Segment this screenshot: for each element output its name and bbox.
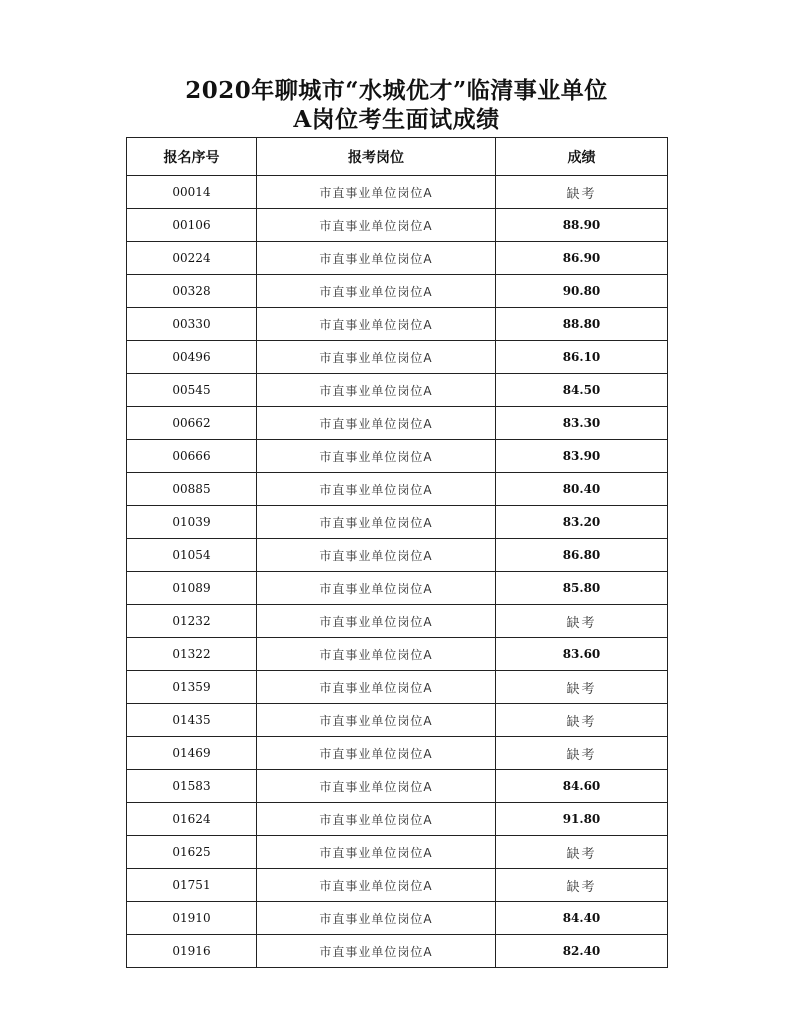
table-row bbox=[127, 836, 668, 869]
applied-position-cell: 市直事业单位岗位A bbox=[257, 770, 496, 803]
applied-position-cell: 市直事业单位岗位A bbox=[257, 737, 496, 770]
applied-position-cell: 市直事业单位岗位A bbox=[257, 407, 496, 440]
document-title-line2: A岗位考生面试成绩 bbox=[293, 106, 500, 133]
applied-position-cell: 市直事业单位岗位A bbox=[257, 935, 496, 968]
applied-position-cell: 市直事业单位岗位A bbox=[257, 539, 496, 572]
registration-number-cell: 00885 bbox=[127, 473, 257, 506]
registration-number-cell: 00224 bbox=[127, 242, 257, 275]
table-row bbox=[127, 638, 668, 671]
score-cell: 86.80 bbox=[496, 539, 668, 572]
score-cell: 缺考 bbox=[496, 176, 668, 209]
header-score: 成绩 bbox=[496, 138, 668, 176]
score-cell: 91.80 bbox=[496, 803, 668, 836]
table-row bbox=[127, 473, 668, 506]
applied-position-cell: 市直事业单位岗位A bbox=[257, 308, 496, 341]
score-cell: 83.60 bbox=[496, 638, 668, 671]
registration-number-cell: 01054 bbox=[127, 539, 257, 572]
table-header-row bbox=[127, 138, 668, 176]
applied-position-cell: 市直事业单位岗位A bbox=[257, 902, 496, 935]
score-cell: 缺考 bbox=[496, 836, 668, 869]
score-cell: 84.50 bbox=[496, 374, 668, 407]
applied-position-cell: 市直事业单位岗位A bbox=[257, 242, 496, 275]
table-row bbox=[127, 242, 668, 275]
registration-number-cell: 01624 bbox=[127, 803, 257, 836]
header-registration-number: 报名序号 bbox=[127, 138, 257, 176]
applied-position-cell: 市直事业单位岗位A bbox=[257, 506, 496, 539]
header-applied-position: 报考岗位 bbox=[257, 138, 496, 176]
score-cell: 缺考 bbox=[496, 869, 668, 902]
table-row bbox=[127, 605, 668, 638]
table-row bbox=[127, 176, 668, 209]
applied-position-cell: 市直事业单位岗位A bbox=[257, 671, 496, 704]
table-row bbox=[127, 440, 668, 473]
registration-number-cell: 01916 bbox=[127, 935, 257, 968]
table-row bbox=[127, 341, 668, 374]
table-row bbox=[127, 407, 668, 440]
registration-number-cell: 01435 bbox=[127, 704, 257, 737]
table-row bbox=[127, 935, 668, 968]
score-cell: 83.30 bbox=[496, 407, 668, 440]
registration-number-cell: 00014 bbox=[127, 176, 257, 209]
registration-number-cell: 01751 bbox=[127, 869, 257, 902]
score-cell: 80.40 bbox=[496, 473, 668, 506]
score-table bbox=[126, 137, 668, 968]
table-body bbox=[127, 176, 668, 968]
applied-position-cell: 市直事业单位岗位A bbox=[257, 374, 496, 407]
registration-number-cell: 01232 bbox=[127, 605, 257, 638]
registration-number-cell: 01910 bbox=[127, 902, 257, 935]
registration-number-cell: 01359 bbox=[127, 671, 257, 704]
registration-number-cell: 01583 bbox=[127, 770, 257, 803]
registration-number-cell: 01469 bbox=[127, 737, 257, 770]
registration-number-cell: 01089 bbox=[127, 572, 257, 605]
table-row bbox=[127, 671, 668, 704]
score-cell: 90.80 bbox=[496, 275, 668, 308]
table-row bbox=[127, 308, 668, 341]
registration-number-cell: 00106 bbox=[127, 209, 257, 242]
table-row bbox=[127, 275, 668, 308]
applied-position-cell: 市直事业单位岗位A bbox=[257, 704, 496, 737]
table-row bbox=[127, 902, 668, 935]
applied-position-cell: 市直事业单位岗位A bbox=[257, 605, 496, 638]
applied-position-cell: 市直事业单位岗位A bbox=[257, 572, 496, 605]
registration-number-cell: 00662 bbox=[127, 407, 257, 440]
table-row bbox=[127, 704, 668, 737]
score-cell: 缺考 bbox=[496, 605, 668, 638]
table-row bbox=[127, 869, 668, 902]
score-cell: 84.60 bbox=[496, 770, 668, 803]
table-row bbox=[127, 572, 668, 605]
applied-position-cell: 市直事业单位岗位A bbox=[257, 275, 496, 308]
score-cell: 86.90 bbox=[496, 242, 668, 275]
registration-number-cell: 00545 bbox=[127, 374, 257, 407]
score-cell: 85.80 bbox=[496, 572, 668, 605]
score-cell: 83.20 bbox=[496, 506, 668, 539]
table-row bbox=[127, 374, 668, 407]
applied-position-cell: 市直事业单位岗位A bbox=[257, 341, 496, 374]
registration-number-cell: 00496 bbox=[127, 341, 257, 374]
table-row bbox=[127, 770, 668, 803]
applied-position-cell: 市直事业单位岗位A bbox=[257, 176, 496, 209]
score-cell: 缺考 bbox=[496, 671, 668, 704]
table-row bbox=[127, 506, 668, 539]
table-row bbox=[127, 539, 668, 572]
applied-position-cell: 市直事业单位岗位A bbox=[257, 803, 496, 836]
score-cell: 82.40 bbox=[496, 935, 668, 968]
score-cell: 84.40 bbox=[496, 902, 668, 935]
registration-number-cell: 00666 bbox=[127, 440, 257, 473]
score-cell: 86.10 bbox=[496, 341, 668, 374]
document-title-line1: 2020年聊城市“水城优才”临清事业单位 bbox=[185, 77, 608, 104]
score-cell: 88.80 bbox=[496, 308, 668, 341]
table-row bbox=[127, 737, 668, 770]
registration-number-cell: 01322 bbox=[127, 638, 257, 671]
applied-position-cell: 市直事业单位岗位A bbox=[257, 440, 496, 473]
score-cell: 83.90 bbox=[496, 440, 668, 473]
applied-position-cell: 市直事业单位岗位A bbox=[257, 638, 496, 671]
applied-position-cell: 市直事业单位岗位A bbox=[257, 869, 496, 902]
registration-number-cell: 01625 bbox=[127, 836, 257, 869]
table-row bbox=[127, 803, 668, 836]
applied-position-cell: 市直事业单位岗位A bbox=[257, 473, 496, 506]
score-cell: 缺考 bbox=[496, 704, 668, 737]
table-row bbox=[127, 209, 668, 242]
registration-number-cell: 00330 bbox=[127, 308, 257, 341]
registration-number-cell: 01039 bbox=[127, 506, 257, 539]
applied-position-cell: 市直事业单位岗位A bbox=[257, 209, 496, 242]
score-cell: 缺考 bbox=[496, 737, 668, 770]
score-cell: 88.90 bbox=[496, 209, 668, 242]
registration-number-cell: 00328 bbox=[127, 275, 257, 308]
applied-position-cell: 市直事业单位岗位A bbox=[257, 836, 496, 869]
